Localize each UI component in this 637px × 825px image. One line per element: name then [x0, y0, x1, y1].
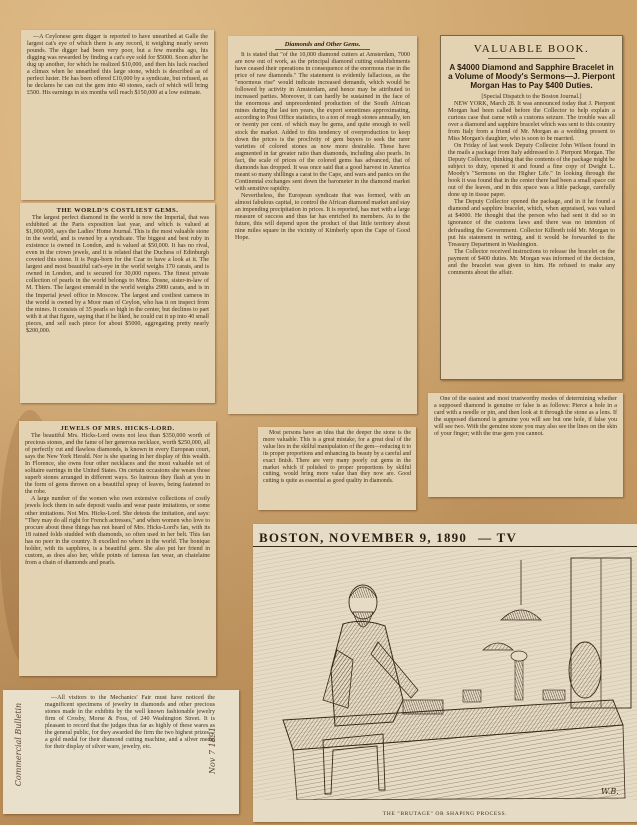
ceylon-text: —A Ceylonese gem digger is reported to have unearthed at Galle the largest cat's eye of which there is any record, it weighing nearly seven pounds. The digger had been very poor, but a few months ago, his digging was rewarded by finding a cat's eye sold for $5000. Soon after he dug up another, for which he realized $10,000, and then his luck reached a climax when he unearthed this large stone, which is described as of perfect luster. He has been offered £10,000 by a syndicate, but refused, as he declares he can cut the gem into 40 stones, each of which will bring £500. His earnings in six months will reach $150,000 at a low estimate.	[27, 34, 208, 97]
costliest-title: THE WORLD'S COSTLIEST GEMS.	[56, 207, 179, 214]
clipping-mechanics-fair	[3, 690, 239, 814]
genuine-text: One of the easiest and most trustworthy modes of determining whether a supposed diamond is genuine or false is as follows: Pierce a hole in a card with a needle or pin, and then look at it through the stone as a lens. If the supposed diamond is genuine you will see but one hole, if false you will see two. With the genuine stone you may also see the lines on the skin of your finger; with the true gem you cannot.	[434, 396, 617, 438]
most-persons-text: Most persons have an idea that the deeper the stone is the more valuable. This is a great mistake, for a great deal of the value lies in the skilful manipulation of the gem—reducing it to its proper proportions and enhancing its beauty by a careful and exact finish. There are very many poorly cut gems in the market which if polished to proper proportions by skilful cutting, would bring more value than they now are. Good cutting is quite as essential as good quality in diamonds.	[263, 430, 411, 485]
valuable-book-title: VALUABLE BOOK.	[473, 43, 590, 55]
valuable-book-text-4: The Collector received instructions to release the bracelet on the payment of $400 duties. Mr. Morgan was informed of the decision, and the bracelet was given to him. He refused to make any comments about the affair.	[448, 248, 615, 276]
dateline-suffix: — TV	[478, 530, 518, 545]
clipping-genuine-diamond	[428, 393, 623, 497]
hicks-title: JEWELS OF MRS. HICKS-LORD.	[60, 425, 175, 432]
mechanics-text: —All visitors to the Mechanics' Fair must have noticed the magnificent specimens of jewelry in diamonds and other precious stones made in the exhibits by the well known fashionable jewelry firm of Crosby, Morse & Foss, of 240 Washington Street. It is pleasant to record that the judges thus far as highly of these wares as the general public, for they awarded the firm the two highest prizes—a gold medal for their diamond cutting machine, and a silver medal for their display of silver ware, jewelry, etc.	[45, 695, 215, 751]
illustration-caption: THE "BRUTAGE" OR SHAPING PROCESS.	[382, 810, 508, 817]
clipping-most-persons	[258, 427, 416, 510]
dateline-rule	[253, 546, 637, 547]
clipping-valuable-book	[440, 35, 623, 380]
valuable-book-text-2: On Friday of last week Deputy Collector John Wilson found in the mails a package from Italy addressed to J. Pierpont Morgan. The Deputy Collector, thinking that the contents of the package might be subject to duty, opened it and found a fine copy of Dwight L. Moody's "Sermons on the Higher Life." In looking through the book it was found that in the center there had been a small space cut out of the leaves, and in this space was a little package, carefully done up in tissue paper.	[448, 142, 615, 199]
valuable-book-text-3: The Deputy Collector opened the package, and in it he found a diamond and sapphire bracelet, which, when appraised, was valued at $4000. He thought that the person who had sent it did so in ignorance of the customs laws and there was no intention of defrauding the Government. Collector Kilbreth told Mr. Morgan to put his statement in writing, and it would be forwarded to the Treasury Department in Washington.	[448, 199, 615, 248]
valuable-book-dispatch: [Special Dispatch to the Boston Journal.]	[481, 93, 582, 100]
hicks-text-1: The beautiful Mrs. Hicks-Lord owns not less than $350,000 worth of precious stones, and the fame of her generous necklace, worth $250,000, all of perfectly cut and flawless diamonds, is known in every European court, says the New York Herald. Nor is she sparing in her display of this wealth. In Florence, she owns four other necklaces and the most valuable set of solitaire earrings in the United States. On certain occasions she wears those superb stones arranged in different ways. So lustrous they flash at you in the form of gems thrown on a beautiful spray of leaves, being fastened to the robe.	[25, 433, 210, 496]
dateline-text: BOSTON, NOVEMBER 9, 1890	[259, 530, 468, 545]
engraver-signature: W.B.	[601, 787, 619, 796]
engraving-diamond-cutter	[253, 550, 637, 800]
hicks-text-2: A large number of the women who own extensive collections of costly jewels lock them in safe deposit vaults and wear paste imitations, or some other imitations. Not Mrs. Hicks-Lord. She detests the imitation, and says: "They may do all right for French actresses," and when women who love to procure about these things has not heard of Mrs. Hicks-Lord's fan, with its 18 rained folds studded with diamonds, so often used in her belt. This fan has no peer in the country. It excelled no where in the world. The bonique holder, with its sapphires, is a beautiful gem. She also put her friend in custom, as does also her, while points of famous fan wear, an chatelaine from a chain of diamonds and pearls.	[25, 496, 210, 566]
diamonds-title: Diamonds and Other Gems.	[284, 41, 361, 48]
handwritten-date: Nov 7 1891	[207, 727, 217, 774]
divider	[275, 49, 370, 50]
clipping-diamonds-other-gems	[228, 36, 417, 414]
handwritten-source: Commercial Bulletin	[14, 702, 24, 787]
divider	[488, 58, 575, 59]
clipping-illustration	[253, 524, 637, 822]
diamonds-text-1: It is stated that "of the 10,000 diamond cutters at Amsterdam, 7000 are now out of work, as the principal diamond cutting establishments have ceased their operations in consequence of the enormous rise in the price of raw diamonds." The statement is evidently fallacious, as the "enormous rise" would indicate increased demands, which would be followed by activity in Amsterdam, and hence may be attributed to increased parties. Moreover, it can hardly be sustained in the face of the enormous and unprecedented production of the South African mines during the last ten years, the export sometimes approximating, according to Post Office statistics, to a ton of rough stones annually, ten or twenty per cent. of which may be gems, and quite enough to well stock the market. Added to this tendency of overproduction to keep down the prices is the proclivity of gem buyers to seek the rarer varieties of colored stones as now more desirable. These have augmented in far greater ratio than diamonds, including also pearls. In fact, the scale of prices of the colored gems has advanced, that of diamonds has dropped. It was once said that a good harvest in America meant so many shillings a carat to the Cape, and wars and panics on the Continental exchanges sent down the barometer in the diamond market with sensitive rapidity.	[235, 52, 410, 192]
diamonds-text-2: Nevertheless, the European syndicate that was formed, with an almost fabulous capital, to control the African diamond market and stay an impending precipitation in prices. It is reported, has met with a large measure of success and thus far has enriched its members. As to the future, this will depend upon the product of that little territory about nine miles square in the vicinity of Kimberly upon the Cape of Good Hope.	[235, 192, 410, 242]
valuable-book-text-1: NEW YORK, March 28. It was announced today that J. Pierpont Morgan had been called before the Collector to help explain a curious case that came with a customs seizure. The trouble was all over a diamond and sapphire bracelet which was sent to this country from Italy from a friend of Mr. Morgan as a wedding present to Miss Morgan's daughter, who is soon to be married.	[448, 100, 615, 142]
costliest-text: The largest perfect diamond in the world is now the Imperial, that was exhibited at the Paris exposition last year, and which is valued at $1,000,000, says the Ladies' Home Journal. This is the most valuable stone in the world, and is owned by a syndicate. The biggest and best ruby in existence is owned in London, and is valued at $50,000. It has no rival, even in the crown jewels, and it is related that the Duchess of Edinburgh coveted this stone. It is Pegu-born for the Czar to have a look at it. The largest and most beautiful cat's-eye in the world weighs 170 carats, and is owned in London, and is secured for 30,000 rupees. The finest private collection of pearls in the world belongs to Mme. Dosne, sister-in-law of M. Thiers. The largest emerald in the world weighs 2980 carats, and is in the Imperial jewel office in Moscow. The largest and costliest cameos in the world is owned by a Moor man of Ceylon, who has it on inspect from the mines. It consists of 35 pearls so high in the center, but declines to part with it at that figure, saying that if he liked, he could cut it up into 40 small pieces, and sell each piece for about $5000, aggregating pretty nearly $200,000.	[26, 215, 209, 334]
clipping-costliest-gems	[20, 203, 215, 403]
valuable-book-deck: A $4000 Diamond and Sapphire Bracelet in a Volume of Moody's Sermons—J. Pierpont Morgan Has to Pay $400 Duties.	[448, 63, 615, 91]
clipping-hicks-lord	[19, 421, 216, 676]
clipping-ceylon	[21, 30, 214, 200]
dateline	[259, 527, 517, 546]
